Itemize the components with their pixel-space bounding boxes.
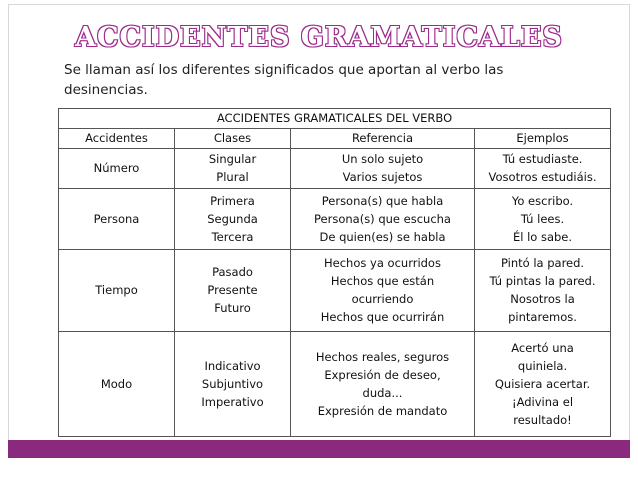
referencia-item: Varios sujetos xyxy=(342,170,423,185)
referencia-item: De quien(es) se habla xyxy=(319,229,446,244)
header-clases: Clases xyxy=(175,128,291,148)
bottom-accent-bar xyxy=(8,440,630,458)
clase-item: Singular xyxy=(208,152,257,167)
clase-item: Plural xyxy=(216,170,249,185)
ejemplo-item: ¡Adivina el resultado! xyxy=(511,394,574,427)
header-accidentes: Accidentes xyxy=(59,128,175,148)
intro-text: Se llaman así los diferentes significados que aportan al verbo las desinencias. xyxy=(64,62,504,98)
referencia-item: Hechos que ocurrirán xyxy=(320,310,445,325)
referencia-item: Un solo sujeto xyxy=(341,152,424,167)
ejemplos-cell xyxy=(475,188,611,249)
referencia-item: Expresión de mandato xyxy=(317,403,448,418)
referencia-item: Persona(s) que habla xyxy=(321,193,444,208)
header-ejemplos: Ejemplos xyxy=(475,128,611,148)
ejemplos-cell xyxy=(475,148,611,188)
ejemplo-item: Nosotros la pintaremos. xyxy=(508,292,577,325)
clases-cell xyxy=(175,331,291,436)
ejemplo-item: Yo escribo. xyxy=(511,193,574,208)
clase-item: Subjuntivo xyxy=(201,376,264,391)
ejemplo-item: Pintó la pared. xyxy=(500,256,585,271)
clases-cell xyxy=(175,148,291,188)
referencia-cell xyxy=(291,331,475,436)
referencia-item: Expresión de deseo, duda... xyxy=(324,367,441,400)
clase-item: Tercera xyxy=(211,229,254,244)
clases-cell xyxy=(175,188,291,249)
table-row xyxy=(59,249,611,331)
header-referencia: Referencia xyxy=(291,128,475,148)
referencia-item: Hechos reales, seguros xyxy=(315,349,450,364)
clase-item: Pasado xyxy=(212,265,253,280)
ejemplo-item: Tú pintas la pared. xyxy=(489,274,596,289)
table-header-row xyxy=(59,128,611,148)
table-row xyxy=(59,148,611,188)
ejemplo-item: Quisiera acertar. xyxy=(494,376,591,391)
clase-item: Primera xyxy=(210,193,255,208)
clase-item: Presente xyxy=(207,283,258,298)
table-caption: ACCIDENTES GRAMATICALES DEL VERBO xyxy=(59,109,611,129)
table-caption-row xyxy=(59,109,611,129)
slide-title: ACCIDENTES GRAMATICALES xyxy=(75,22,563,53)
clases-cell xyxy=(175,249,291,331)
accidente-cell: Número xyxy=(59,148,175,188)
referencia-cell xyxy=(291,148,475,188)
clase-item: Indicativo xyxy=(204,358,261,373)
referencia-cell xyxy=(291,188,475,249)
clase-item: Futuro xyxy=(214,301,251,316)
accidente-cell: Persona xyxy=(59,188,175,249)
ejemplo-item: Vosotros estudiáis. xyxy=(488,170,597,185)
ejemplo-item: Acertó una quiniela. xyxy=(511,340,574,373)
verb-accidents-table xyxy=(58,108,611,437)
ejemplo-item: Tú estudiaste. xyxy=(502,152,583,167)
accidente-cell: Tiempo xyxy=(59,249,175,331)
referencia-cell xyxy=(291,249,475,331)
ejemplo-item: Él lo sabe. xyxy=(512,229,573,244)
referencia-item: Persona(s) que escucha xyxy=(314,211,451,226)
clase-item: Imperativo xyxy=(201,394,264,409)
clase-item: Segunda xyxy=(207,211,258,226)
accidente-cell: Modo xyxy=(59,331,175,436)
ejemplos-cell xyxy=(475,249,611,331)
ejemplo-item: Tú lees. xyxy=(520,211,565,226)
table-row xyxy=(59,331,611,436)
referencia-item: Hechos ya ocurridos xyxy=(324,256,441,271)
table-row xyxy=(59,188,611,249)
referencia-item: Hechos que están ocurriendo xyxy=(330,274,435,307)
ejemplos-cell xyxy=(475,331,611,436)
